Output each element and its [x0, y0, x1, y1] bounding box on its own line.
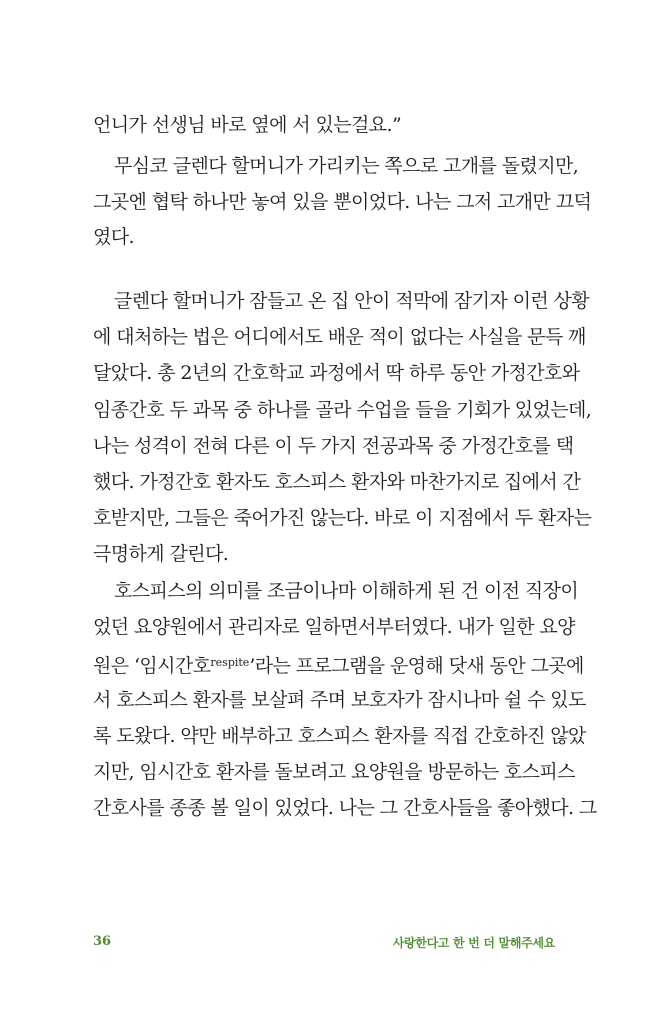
text-line: 록 도왔다. 약만 배부하고 호스피스 환자를 직접 간호하진 않았	[93, 725, 586, 747]
text-line: 임종간호 두 과목 중 하나를 골라 수업을 들을 기회가 있었는데,	[93, 399, 592, 421]
text-segment: ’라는 프로그램을 운영해 닷새 동안 그곳에	[249, 655, 584, 677]
text-line: 서 호스피스 환자를 보살펴 주며 보호자가 잠시나마 쉴 수 있도	[93, 689, 586, 711]
text-line: 달았다. 총 2년의 간호학교 과정에서 딱 하루 동안 가정간호와	[93, 362, 580, 384]
text-line: 었던 요양원에서 관리자로 일하면서부터였다. 내가 일한 요양	[93, 616, 575, 638]
text-line: 그곳엔 협탁 하나만 놓여 있을 뿐이었다. 나는 그저 고개만 끄덕	[93, 191, 592, 213]
text-line: 호받지만, 그들은 죽어가진 않는다. 바로 이 지점에서 두 환자는	[93, 507, 592, 529]
running-title: 사랑한다고 한 번 더 말해주세요	[392, 936, 555, 950]
text-line	[93, 650, 584, 677]
text-line: 언니가 선생님 바로 옆에 서 있는걸요.”	[93, 114, 402, 136]
text-line: 극명하게 갈린다.	[93, 543, 229, 565]
text-line: 지만, 임시간호 환자를 돌보려고 요양원을 방문하는 호스피스	[93, 761, 575, 783]
text-line: 무심코 글렌다 할머니가 가리키는 쪽으로 고개를 돌렸지만,	[114, 155, 579, 177]
respite-annotation: respite	[210, 656, 250, 669]
text-line: 호스피스의 의미를 조금이나마 이해하게 된 건 이전 직장이	[114, 580, 579, 602]
text-line: 했다. 가정간호 환자도 호스피스 환자와 마찬가지로 집에서 간	[93, 471, 581, 493]
page-number: 36	[93, 934, 112, 949]
text-line: 였다.	[93, 226, 134, 248]
text-line: 에 대처하는 법은 어디에서도 배운 적이 없다는 사실을 문득 깨	[93, 326, 586, 348]
text-line: 간호사를 종종 볼 일이 있었다. 나는 그 간호사들을 좋아했다. 그	[93, 797, 597, 819]
text-line: 나는 성격이 전혀 다른 이 두 가지 전공과목 중 가정간호를 택	[93, 435, 574, 457]
text-segment: 원은 ‘임시간호	[93, 655, 211, 677]
text-line: 글렌다 할머니가 잠들고 온 집 안이 적막에 잠기자 이런 상황	[114, 290, 590, 312]
